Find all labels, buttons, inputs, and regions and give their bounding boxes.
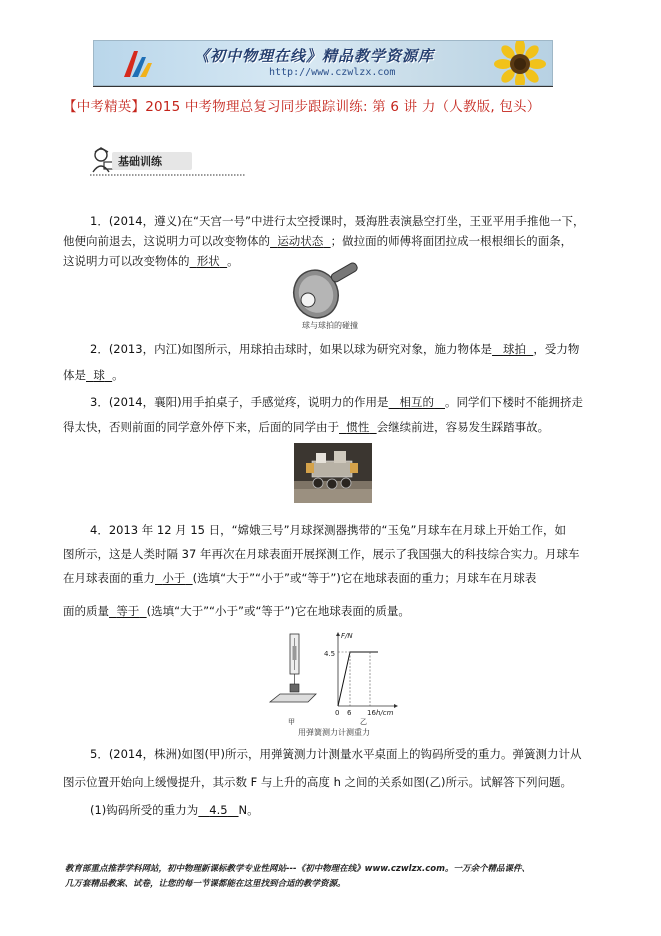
spring-scale-figure bbox=[268, 632, 398, 726]
q4-line4: 面的质量 等于 (选填“大于”“小于”或“等于”)它在地球表面的质量。 bbox=[63, 604, 410, 618]
footer-line-1: 教育部重点推荐学科网站，初中物理新课标教学专业性网站---《初中物理在线》www.czwlzx.com。一万余个精品课件、 bbox=[65, 864, 530, 874]
q2-answer-1: 球拍 bbox=[503, 342, 527, 356]
ball-racket-figure bbox=[286, 262, 366, 322]
header-rule bbox=[93, 86, 553, 87]
q4-answer-2: 等于 bbox=[116, 604, 140, 618]
sunflower-icon bbox=[486, 40, 546, 86]
f-h-graph bbox=[338, 652, 378, 706]
q3-answer-1: 相互的 bbox=[399, 395, 435, 409]
q4-line3: 在月球表面的重力 小于 (选填“大于”“小于”或“等于”)它在地球表面的重力；月球车在月球表 bbox=[63, 571, 537, 585]
fig3-label-a: 甲 bbox=[288, 718, 295, 726]
fig3-caption: 用弹簧测力计测重力 bbox=[298, 728, 370, 737]
graph-y-label: F/N bbox=[341, 632, 353, 640]
q3-answer-2: 惯性 bbox=[346, 420, 370, 434]
section-label: 基础训练 bbox=[118, 155, 162, 168]
q1-answer-2: 形状 bbox=[196, 254, 220, 268]
q3-line1: 3．(2014，襄阳)用手拍桌子，手感觉疼，说明力的作用是 相互的 。同学们下楼时不能拥挤走 bbox=[90, 395, 583, 409]
fig3-label-b: 乙 bbox=[360, 718, 367, 726]
q4-line1: 4．2013 年 12 月 15 日，“嫦娥三号”月球探测器携带的“玉兔”月球车在月球上开始工作，如 bbox=[90, 523, 566, 537]
q1-answer-1: 运动状态 bbox=[277, 234, 324, 248]
section-header bbox=[90, 146, 210, 174]
q2-answer-2: 球 bbox=[93, 368, 105, 382]
page-footer bbox=[65, 862, 605, 892]
q5-answer-1: 4.5 bbox=[209, 803, 228, 817]
q2-line1: 2．(2013，内江)如图所示，用球拍击球时，如果以球为研究对象，施力物体是 球拍 ，受力物 bbox=[90, 342, 580, 356]
document-title: 【中考精英】2015 中考物理总复习同步跟踪训练: 第 6 讲 力（人教版, 包头） bbox=[63, 99, 541, 115]
graph-x-tick-6: 6 bbox=[347, 709, 352, 717]
q1-line2: 他便向前退去，这说明力可以改变物体的 运动状态 ；做拉面的师傅将面团拉成一根根细长的面条， bbox=[63, 234, 573, 248]
site-banner bbox=[93, 40, 553, 86]
banner-title: 《初中物理在线》精品教学资源库 bbox=[194, 47, 435, 65]
q1-line1: 1．(2014，遵义)在“天宫一号”中进行太空授课时，聂海胜表演悬空打坐，王亚平用手推他一下， bbox=[90, 214, 585, 228]
site-logo-icon bbox=[120, 47, 154, 81]
q4-line2: 图所示，这是人类时隔 37 年再次在月球表面开展探测工作，展示了我国强大的科技综合实力。月球车 bbox=[63, 547, 580, 561]
footer-line-2: 几万套精品教案、试卷，让您的每一节课都能在这里找到合适的教学资源。 bbox=[65, 879, 346, 889]
graph-x-tick-0: 0 bbox=[335, 709, 340, 717]
section-divider bbox=[90, 174, 245, 176]
banner-url[interactable]: http://www.czwlzx.com bbox=[269, 67, 396, 78]
q5-sub1: (1)钩码所受的重力为 4.5 N。 bbox=[90, 803, 259, 817]
lunar-rover-photo bbox=[294, 443, 372, 503]
graph-x-label: h/cm bbox=[376, 709, 394, 717]
q4-answer-1: 小于 bbox=[162, 571, 186, 585]
graph-x-tick-16: 16 bbox=[367, 709, 376, 717]
q5-line2: 图示位置开始向上缓慢提升，其示数 F 与上升的高度 h 之间的关系如图(乙)所示。试解答下列问题。 bbox=[63, 775, 572, 789]
spring-balance-drawing bbox=[270, 634, 316, 702]
q3-line2: 得太快，否则前面的同学意外停下来，后面的同学由于 惯性 会继续前进，容易发生踩踏事故。 bbox=[63, 420, 550, 434]
f-h-line bbox=[338, 652, 378, 706]
q5-line1: 5．(2014，株洲)如图(甲)所示，用弹簧测力计测量水平桌面上的钩码所受的重力。弹簧测力计从 bbox=[90, 747, 582, 761]
q2-line2: 体是 球 。 bbox=[63, 368, 124, 382]
graph-y-tick: 4.5 bbox=[324, 650, 336, 658]
fig1-caption: 球与球拍的碰撞 bbox=[302, 321, 358, 330]
q1-line3: 这说明力可以改变物体的 形状 。 bbox=[63, 254, 239, 268]
